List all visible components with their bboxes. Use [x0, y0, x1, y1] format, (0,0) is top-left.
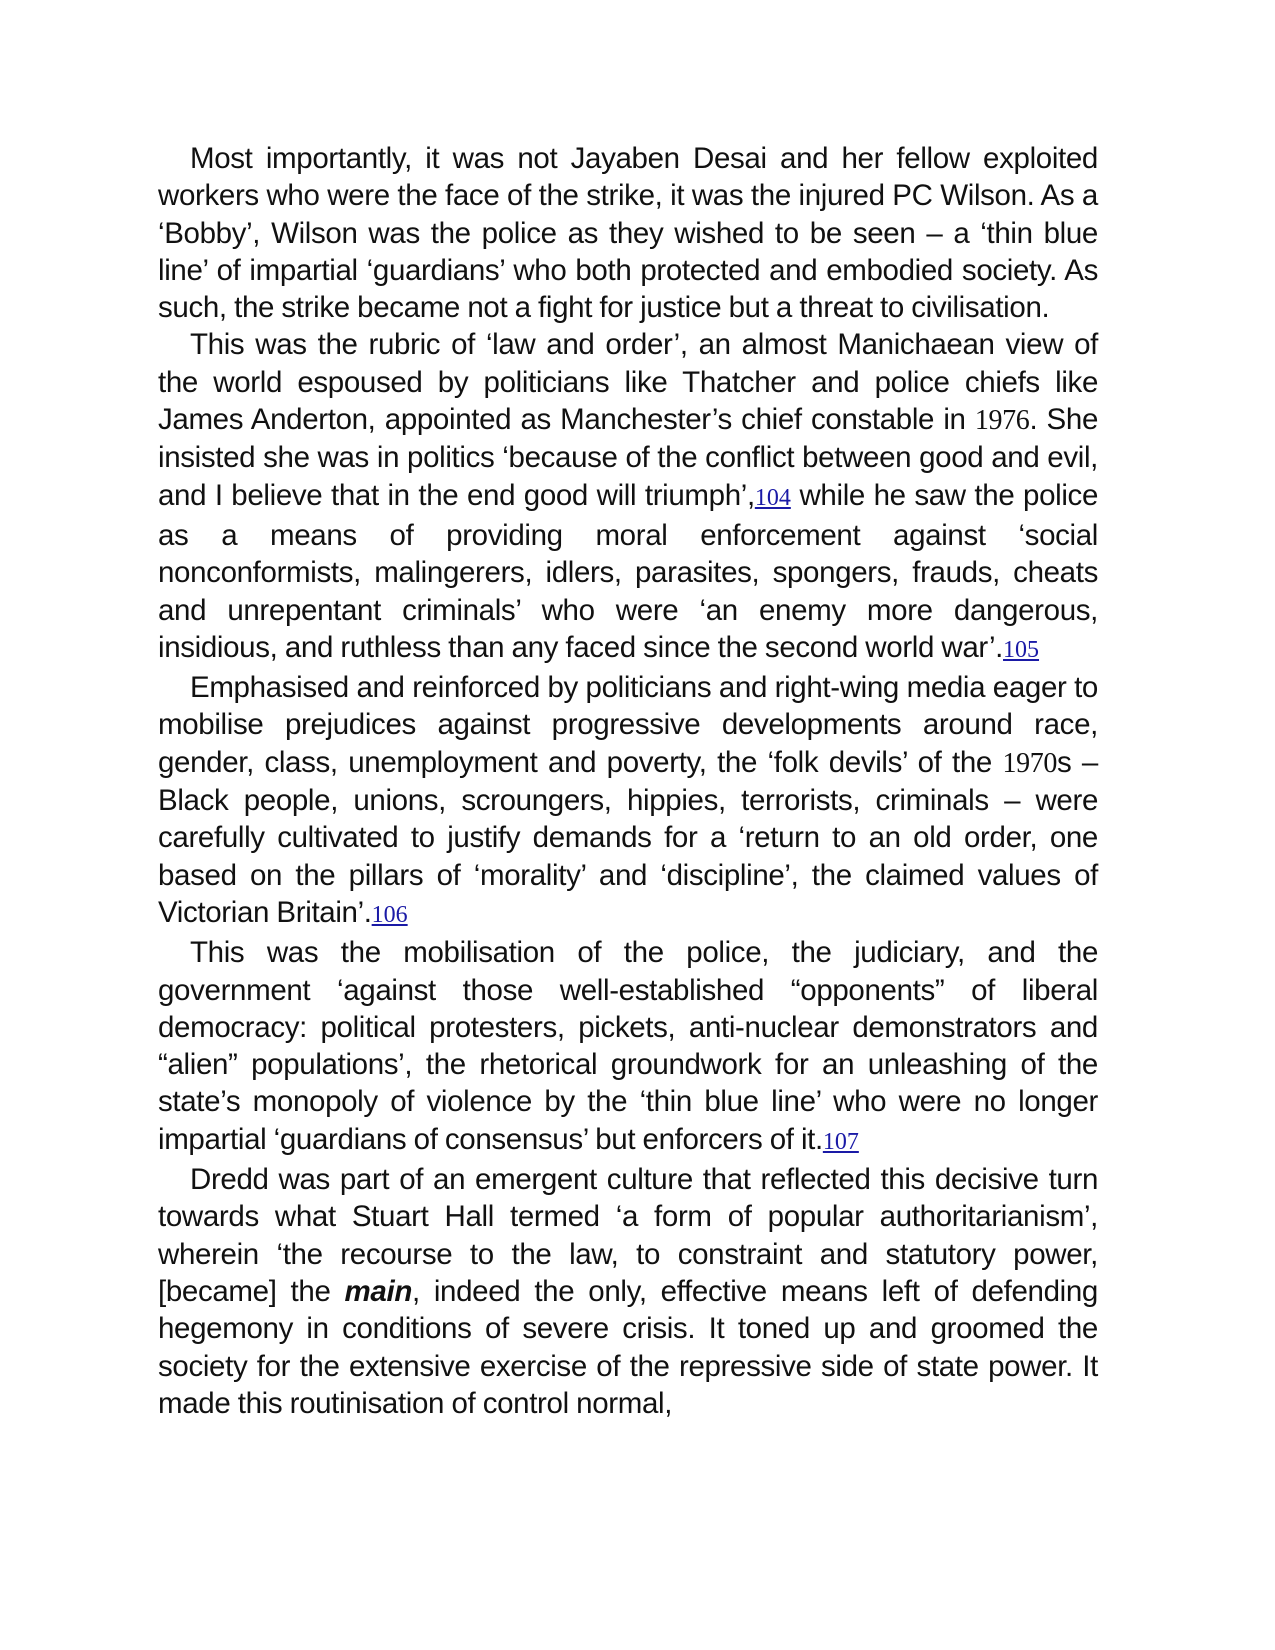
decade-1970: 1970: [1002, 747, 1058, 779]
paragraph-4-text: This was the mobilisation of the police, the judiciary, and the government ‘against those well-established “opponents” of liberal democracy: political protesters, pickets, anti-nuclear demonstrators and “alien” populations’, the rhetorical groundwork for an unleashing of the state’s monopoly of violence by the ‘thin blue line’ who were no longer impartial ‘guardians of consensus’ but enforcers of it.: [158, 936, 1098, 1156]
page-body: [158, 140, 1098, 1422]
paragraph-1-text: Most importantly, it was not Jayaben Desai and her fellow exploited workers who were the face of the strike, it was the injured PC Wilson. As a ‘Bobby’, Wilson was the police as they wished to be seen – a ‘thin blue line’ of impartial ‘guardians’ who both protected and embodied society. As such, the strike became not a fight for justice but a threat to civilisation.: [158, 142, 1098, 325]
paragraph-2: [158, 326, 1098, 669]
paragraph-3-text-a: Emphasised and reinforced by politicians and right-wing media eager to mobilise prejudices against progressive developments around race, gender, class, unemployment and poverty, the ‘folk devils’ of the: [158, 671, 1098, 779]
footnote-link-104[interactable]: 104: [754, 484, 791, 511]
paragraph-2-text-b: . She insisted she was in politics ‘because of the conflict between good and evil, and I believe that in the end good will triumph’,: [158, 403, 1098, 512]
emphasis-main: main: [344, 1274, 412, 1308]
paragraph-3: [158, 669, 1098, 934]
footnote-link-105[interactable]: 105: [1003, 636, 1040, 663]
footnote-link-106[interactable]: 106: [371, 901, 408, 928]
year-1976: 1976: [974, 405, 1030, 437]
footnote-link-107[interactable]: 107: [822, 1128, 859, 1155]
paragraph-4: [158, 934, 1098, 1161]
paragraph-3-text-b: s – Black people, unions, scroungers, hippies, terrorists, criminals – were carefully cultivated to justify demands for a ‘return to an old order, one based on the pillars of ‘morality’ and ‘discipline’, the claimed values of Victorian Britain’.: [158, 745, 1098, 929]
paragraph-2-text-c: while he saw the police as a means of providing moral enforcement against ‘social nonconformists, malingerers, idlers, parasites, spongers, frauds, cheats and unrepentant criminals’ who were ‘an enemy more dangerous, insidious, and ruthless than any faced since the second world war’.: [158, 478, 1098, 664]
paragraph-5: [158, 1161, 1098, 1422]
paragraph-2-text-a: This was the rubric of ‘law and order’, an almost Manichaean view of the world espoused by politicians like Thatcher and police chiefs like James Anderton, appointed as Manchester’s chief constable in: [158, 328, 1098, 437]
paragraph-5-text-a: Dredd was part of an emergent culture that reflected this decisive turn towards what Stuart Hall termed ‘a form of popular authoritarianism’, wherein ‘the recourse to the law, to constraint and statutory power, [became] the: [158, 1163, 1098, 1308]
paragraph-1: [158, 140, 1098, 326]
paragraph-5-text-b: , indeed the only, effective means left of defending hegemony in conditions of severe crisis. It toned up and groomed the society for the extensive exercise of the repressive side of state power. It made this routinisation of control normal,: [158, 1274, 1098, 1420]
